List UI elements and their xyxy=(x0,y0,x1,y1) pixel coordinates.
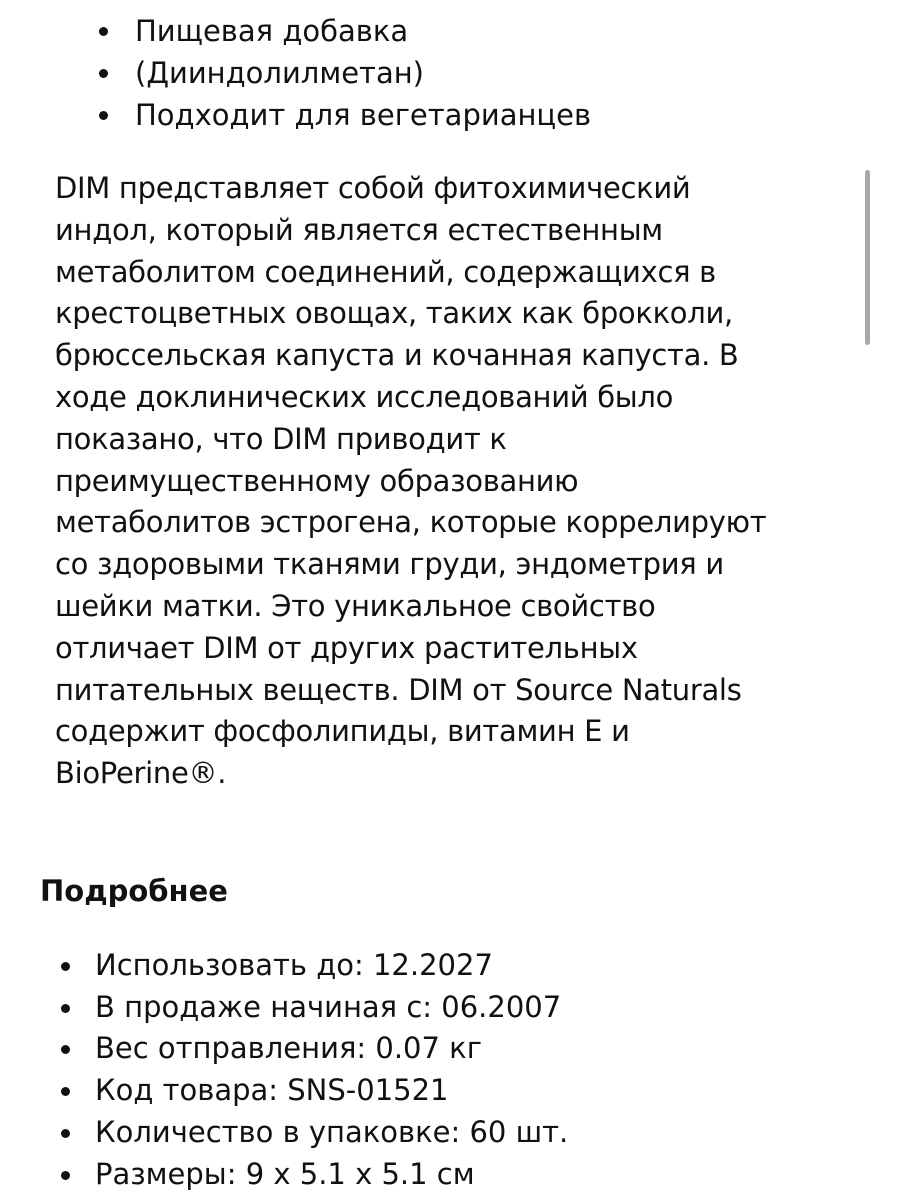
details-item xyxy=(55,1070,568,1112)
details-text: Количество в упаковке: 60 шт. xyxy=(95,1114,569,1149)
details-text: В продаже начиная с: 06.2007 xyxy=(95,989,562,1024)
description-line: крестоцветных овощах, таких как брокколи, xyxy=(55,296,733,331)
feature-item xyxy=(95,94,591,136)
details-item xyxy=(55,1154,568,1196)
bullet-icon xyxy=(99,69,108,78)
details-text: Код товара: SNS-01521 xyxy=(95,1073,449,1108)
description-line: индол, который является естественным xyxy=(55,212,663,247)
description-line: метаболитом соединений, содержащихся в xyxy=(55,254,716,289)
bullet-icon xyxy=(99,111,108,120)
feature-item xyxy=(95,10,591,52)
details-item xyxy=(55,1112,568,1154)
description-line: питательных веществ. DIM от Source Naturals xyxy=(55,672,742,707)
description-line: шейки матки. Это уникальное свойство xyxy=(55,588,656,623)
description-line: метаболитов эстрогена, которые коррелируют xyxy=(55,505,767,540)
details-text: Использовать до: 12.2027 xyxy=(95,948,493,982)
description-line: отличает DIM от других растительных xyxy=(55,630,638,665)
bullet-icon xyxy=(61,1129,70,1138)
bullet-icon xyxy=(99,27,108,36)
details-heading: Подробнее xyxy=(40,874,228,908)
bullet-icon xyxy=(61,1171,70,1180)
bullet-icon xyxy=(61,1004,70,1013)
bullet-icon xyxy=(61,1087,70,1096)
description-line: со здоровыми тканями груди, эндометрия и xyxy=(55,547,724,582)
bullet-icon xyxy=(61,1045,70,1054)
bullet-icon xyxy=(61,962,70,971)
description-line: брюссельская капуста и кочанная капуста. В xyxy=(55,338,739,373)
description-line: ходе доклинических исследований было xyxy=(55,379,674,414)
details-item xyxy=(55,987,568,1029)
details-text: Вес отправления: 0.07 кг xyxy=(95,1031,482,1066)
description-line: BioPerine®. xyxy=(55,756,227,791)
feature-item xyxy=(95,52,591,94)
feature-text: Подходит для вегетарианцев xyxy=(135,98,592,132)
details-item xyxy=(55,945,568,987)
description-line: преимущественному образованию xyxy=(55,463,579,498)
feature-text: Пищевая добавка xyxy=(135,14,409,48)
details-text: Размеры: 9 x 5.1 x 5.1 см xyxy=(95,1156,475,1191)
product-description xyxy=(55,168,855,795)
description-line: содержит фосфолипиды, витамин Е и xyxy=(55,714,630,749)
details-list xyxy=(55,945,568,1195)
feature-list xyxy=(95,10,591,136)
details-item xyxy=(55,1028,568,1070)
description-line: показано, что DIM приводит к xyxy=(55,421,507,456)
scrollbar-thumb[interactable] xyxy=(865,170,870,345)
description-line: DIM представляет собой фитохимический xyxy=(55,171,691,205)
feature-text: (Дииндолилметан) xyxy=(135,56,424,90)
